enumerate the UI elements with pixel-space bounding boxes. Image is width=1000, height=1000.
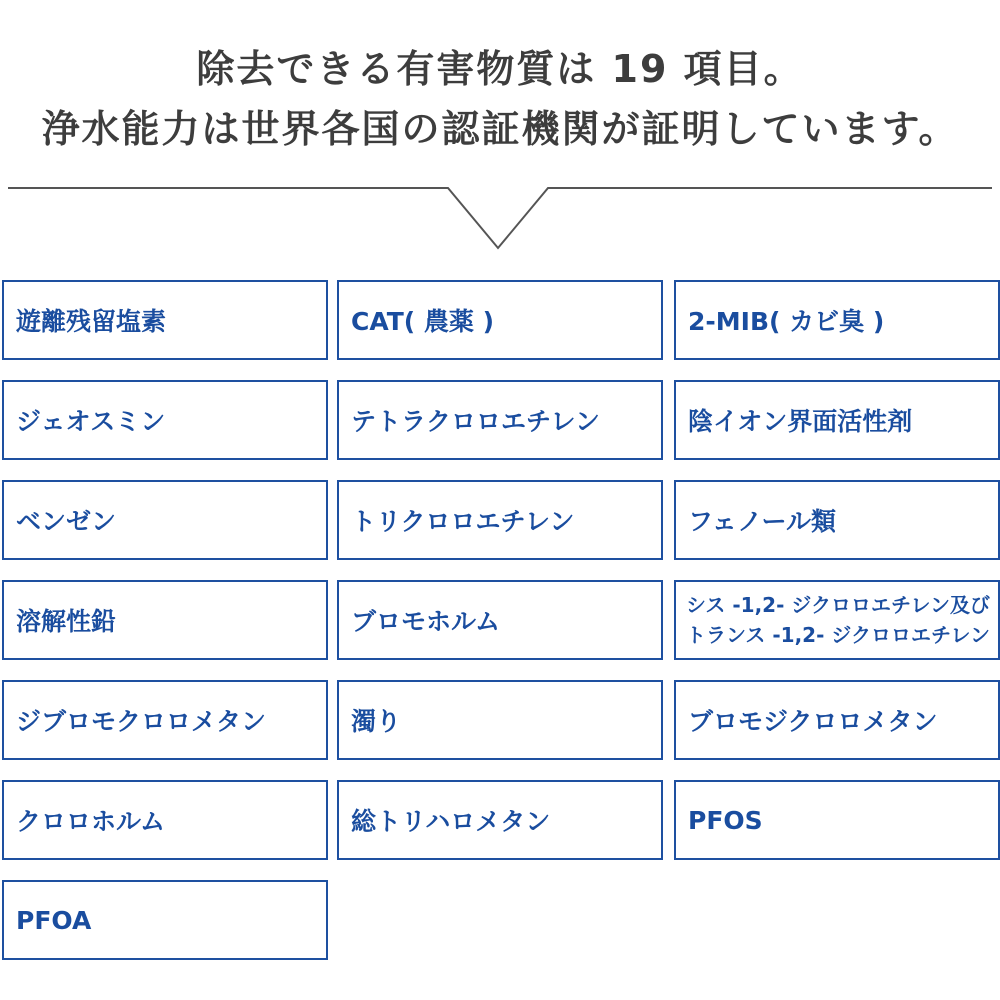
substance-label: テトラクロロエチレン — [351, 407, 600, 436]
substance-item — [2, 380, 328, 460]
substance-label: フェノール類 — [688, 507, 837, 536]
substance-item — [2, 880, 328, 960]
substance-label: クロロホルム — [16, 807, 166, 836]
substance-label: 溶解性鉛 — [16, 607, 117, 636]
substance-item — [337, 680, 663, 760]
substance-label: PFOA — [16, 905, 92, 935]
page-title-line-1: 除去できる有害物質は 19 項目。 — [196, 47, 804, 91]
substance-label: ジェオスミン — [16, 407, 166, 436]
substance-label: トリクロロエチレン — [351, 507, 575, 536]
substance-item — [674, 280, 1000, 360]
substance-item — [674, 580, 1000, 660]
substance-label: 濁り — [351, 707, 402, 736]
substance-label: CAT( 農薬 ) — [351, 307, 495, 336]
substance-item — [2, 680, 328, 760]
substance-item — [337, 280, 663, 360]
substance-item — [2, 780, 328, 860]
substance-label: ジブロモクロロメタン — [16, 707, 267, 736]
substance-label: 遊離残留塩素 — [16, 307, 167, 336]
substance-label-line: トランス -1,2- ジクロロエチレン — [686, 623, 991, 647]
page-title-line-2: 浄水能力は世界各国の認証機関が証明しています。 — [41, 107, 959, 151]
substance-label: ブロモジクロロメタン — [688, 707, 938, 736]
substance-item — [2, 580, 328, 660]
substance-item — [2, 280, 328, 360]
substance-item — [337, 580, 663, 660]
divider-with-chevron — [0, 0, 1000, 260]
substance-label: ベンゼン — [16, 507, 117, 536]
substance-item — [674, 680, 1000, 760]
substance-label: 2-MIB( カビ臭 ) — [688, 307, 885, 336]
substance-item — [674, 780, 1000, 860]
substance-label-line: シス -1,2- ジクロロエチレン及び — [686, 593, 991, 617]
substance-label: ブロモホルム — [351, 607, 501, 636]
substance-item — [674, 480, 1000, 560]
substance-label: 陰イオン界面活性剤 — [688, 407, 913, 436]
substance-label: 総トリハロメタン — [351, 807, 551, 836]
substance-item — [674, 380, 1000, 460]
substance-item — [337, 380, 663, 460]
chevron-divider-line — [8, 188, 992, 248]
substance-item — [337, 780, 663, 860]
substance-item — [337, 480, 663, 560]
substance-item — [2, 480, 328, 560]
substance-label: PFOS — [688, 805, 763, 835]
